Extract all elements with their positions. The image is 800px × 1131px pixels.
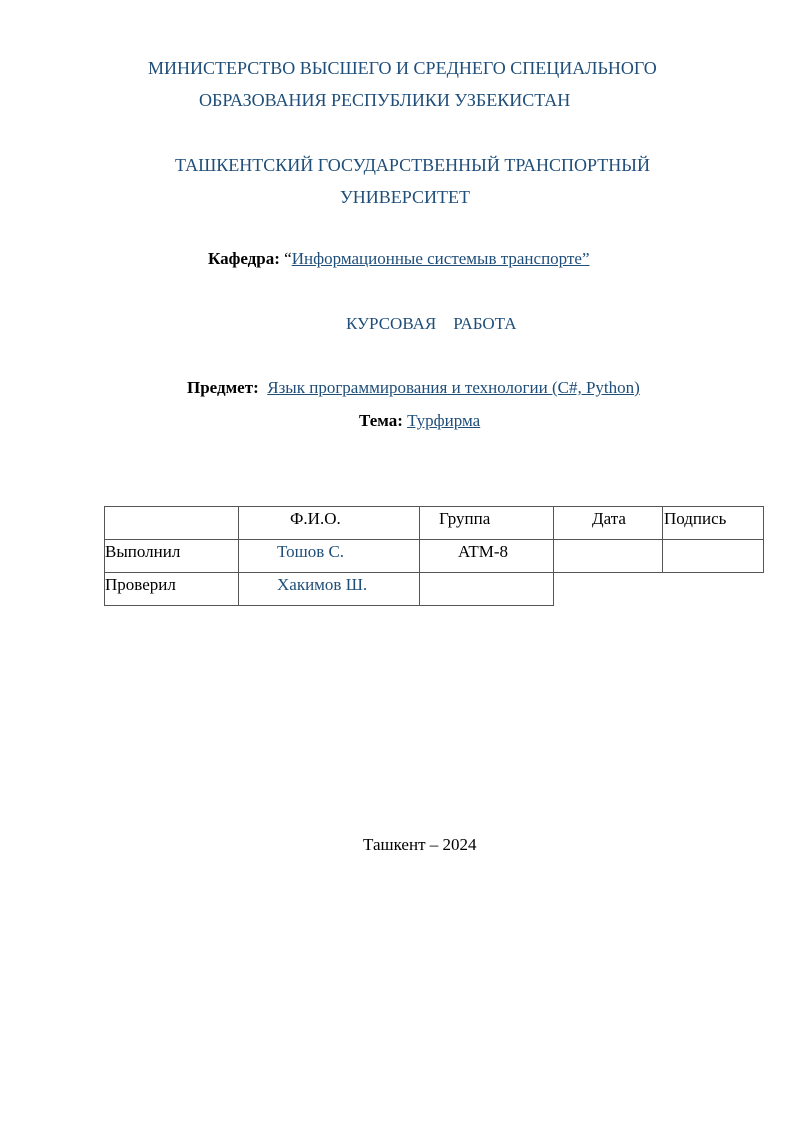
subject-line bbox=[187, 378, 640, 398]
role-cell: Выполнил bbox=[105, 540, 239, 573]
group-cell: ATM-8 bbox=[420, 540, 554, 573]
name-cell: Тошов С. bbox=[239, 540, 420, 573]
ministry-line-1: МИНИСТЕРСТВО ВЫСШЕГО И СРЕДНЕГО СПЕЦИАЛЬНОГО bbox=[148, 58, 657, 78]
group-cell[interactable] bbox=[420, 573, 554, 606]
work-type-word-2: РАБОТА bbox=[453, 314, 517, 333]
department-line bbox=[208, 249, 589, 269]
subject-label: Предмет: bbox=[187, 378, 259, 397]
topic-value[interactable]: Турфирма bbox=[407, 411, 481, 430]
signature-cell[interactable] bbox=[663, 540, 764, 573]
department-open-quote: “ bbox=[284, 249, 292, 268]
city-year: Ташкент – 2024 bbox=[363, 835, 477, 854]
header-cell-fio: Ф.И.О. bbox=[239, 507, 420, 540]
department-value[interactable]: Информационные системыв транспорте bbox=[291, 249, 582, 268]
header-cell-empty bbox=[105, 507, 239, 540]
subject-value[interactable]: Язык программирования и технологии (C#, Python) bbox=[267, 378, 640, 397]
ministry-line-2: ОБРАЗОВАНИЯ РЕСПУБЛИКИ УЗБЕКИСТАН bbox=[199, 90, 571, 110]
topic-line bbox=[359, 411, 480, 431]
table-header-row bbox=[105, 507, 764, 540]
department-close-quote: ” bbox=[581, 249, 590, 268]
table-row bbox=[105, 540, 764, 573]
work-type-word-1: КУРСОВАЯ bbox=[346, 314, 437, 333]
header-cell-signature: Подпись bbox=[663, 507, 764, 540]
header-cell-date: Дата bbox=[554, 507, 663, 540]
date-cell[interactable] bbox=[554, 540, 663, 573]
name-cell: Хакимов Ш. bbox=[239, 573, 420, 606]
empty-cell bbox=[663, 573, 764, 606]
work-type-title bbox=[346, 314, 517, 334]
table-row bbox=[105, 573, 764, 606]
signature-table bbox=[104, 506, 764, 606]
empty-cell bbox=[554, 573, 663, 606]
topic-label: Тема: bbox=[359, 411, 403, 430]
role-cell: Проверил bbox=[105, 573, 239, 606]
header-cell-group: Группа bbox=[420, 507, 554, 540]
university-line-1: ТАШКЕНТСКИЙ ГОСУДАРСТВЕННЫЙ ТРАНСПОРТНЫЙ bbox=[175, 155, 650, 175]
department-label: Кафедра: bbox=[208, 249, 280, 268]
university-line-2: УНИВЕРСИТЕТ bbox=[340, 187, 470, 207]
